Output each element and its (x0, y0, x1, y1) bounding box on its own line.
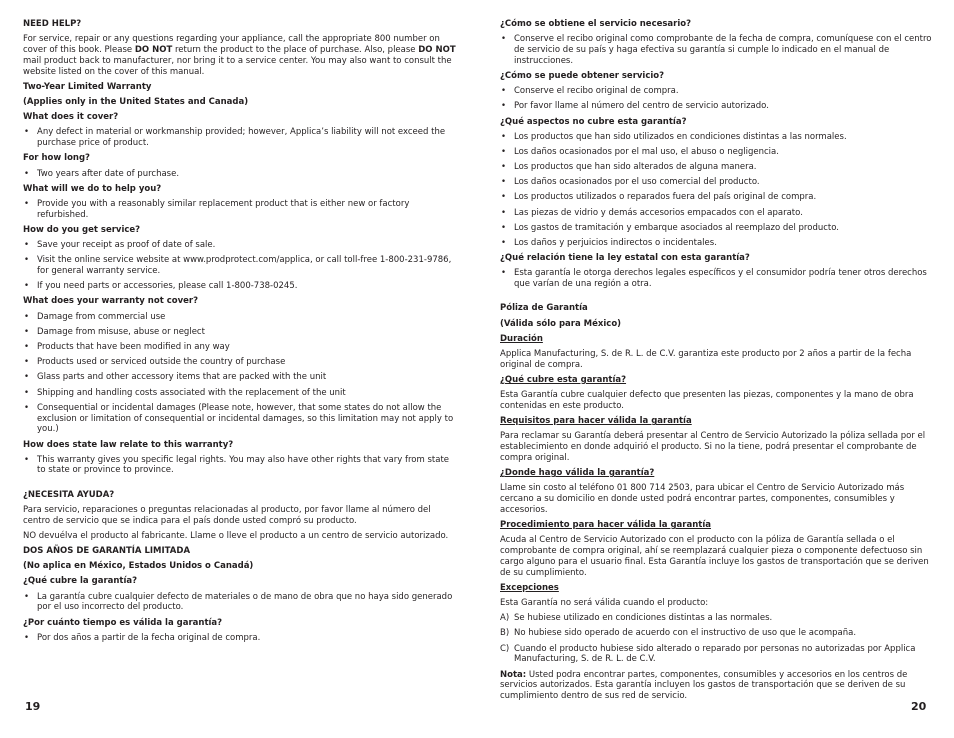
section-heading: Requisitos para hacer válida la garantía (500, 416, 692, 427)
item-letter: C) (500, 643, 510, 654)
page-number-left: 19 (25, 700, 41, 713)
section-heading: (Válida sólo para México) (500, 318, 622, 329)
bullet-item: • Products used or serviced outside the country of purchase (23, 357, 457, 368)
paragraph: Para reclamar su Garantía deberá presentar al Centro de Servicio Autorizado la póliza sellada por el establecimiento en donde adquirió el producto. Si no la tiene, podrá presentar el comprobante de compra original. (500, 431, 926, 463)
paragraph: Para servicio, reparaciones o preguntas relacionadas al producto, por favor llame al número del centro de servicio que se indica para el país donde usted compró su producto. (23, 504, 431, 526)
bullet-item: • Por favor llame al número del centro de servicio autorizado. (500, 101, 933, 112)
bullet-item: • La garantía cubre cualquier defecto de materiales o de mano de obra que no haya sido generado por el uso incorrecto del producto. (23, 592, 457, 614)
section-heading: ¿Qué relación tiene la ley estatal con esta garantía? (500, 253, 750, 264)
item-letter: B) (500, 628, 510, 639)
paragraph-text: Usted podra encontrar partes, componentes, consumibles y accesorios en los centros de servicios autorizados. Esta garantía incluyen los gastos de transportación que se deriven de su cumplimiento dentro de sus red de servicio. (500, 669, 908, 702)
bullet-item: • If you need parts or accessories, please call 1-800-738-0245. (23, 281, 457, 292)
bullet-item: • Visit the online service website at www.prodprotect.com/applica, or call toll-free 1-800-231-9786, for general warranty service. (23, 255, 457, 277)
bullet-item: • This warranty gives you specific legal rights. You may also have other rights that vary from state to state or province to province. (23, 455, 457, 477)
section-heading: ¿NECESITA AYUDA? (23, 489, 115, 500)
section-heading: NEED HELP? (23, 19, 82, 29)
section-heading: ¿Qué cubre esta garantía? (500, 374, 627, 385)
section-heading: What will we do to help you? (23, 183, 162, 194)
paragraph (23, 34, 457, 77)
bullet-item: • Conserve el recibo original como comprobante de la fecha de compra, comuníquese con el centro de servicio de su país y haga efectiva su garantía si cumple lo indicado en el manual de instrucciones. (500, 34, 933, 66)
section-heading: Excepciones (500, 582, 559, 593)
bullet-item: • Las piezas de vidrio y demás accesorios empacados con el aparato. (500, 208, 933, 219)
section-heading: ¿Cómo se puede obtener servicio? (500, 70, 665, 81)
bullet-item: • Any defect in material or workmanship provided; however, Applica’s liability will not exceed the purchase price of product. (23, 127, 457, 149)
section-heading: ¿Qué aspectos no cubre esta garantía? (500, 116, 687, 127)
section-heading: Procedimiento para hacer válida la garantía (500, 520, 711, 531)
lettered-item (500, 613, 933, 624)
bullet-item: • Products that have been modified in any way (23, 342, 457, 353)
lettered-item (500, 644, 933, 666)
paragraph-text: mail product back to manufacturer, nor bring it to a service center. You may also want to consult the website listed on the cover of this manual. (23, 55, 452, 77)
item-text: Se hubiese utilizado en condiciones distintas a las normales. (514, 613, 773, 624)
emphasis-text: DO NOT (418, 44, 456, 55)
bullet-item: • Consequential or incidental damages (Please note, however, that some states do not allow the exclusion or limitation of consequential or incidental damages, so this limitation may not apply to you.) (23, 403, 457, 435)
section-heading: How does state law relate to this warranty? (23, 439, 234, 450)
paragraph: NO devuélva el producto al fabricante. Llame o lleve el producto a un centro de servicio autorizado. (23, 530, 449, 541)
bullet-item: • Shipping and handling costs associated with the replacement of the unit (23, 388, 457, 399)
paragraph: Applica Manufacturing, S. de R. L. de C.V. garantiza este producto por 2 años a partir de la fecha original de compra. (500, 348, 912, 370)
bullet-item: • Los daños ocasionados por el uso comercial del producto. (500, 177, 933, 188)
lettered-item (500, 628, 933, 639)
section-heading: Two-Year Limited Warranty (23, 81, 152, 92)
section-heading: (Applies only in the United States and Canada) (23, 96, 249, 107)
paragraph (500, 670, 933, 702)
section-spacer (23, 476, 457, 485)
bullet-item: • Los productos que han sido utilizados en condiciones distintas a las normales. (500, 132, 933, 143)
section-heading: Póliza de Garantía (500, 303, 588, 314)
section-heading: ¿Cómo se obtiene el servicio necesario? (500, 19, 692, 29)
bullet-item: • Los productos utilizados o reparados fuera del país original de compra. (500, 192, 933, 203)
left-page-column (23, 19, 457, 644)
item-text: No hubiese sido operado de acuerdo con el instructivo de uso que le acompaña. (514, 628, 857, 639)
paragraph-text: For service, repair or any questions regarding your appliance, call the appropriate 800 number on cover of this book. Please (23, 34, 440, 55)
section-spacer (500, 290, 933, 299)
bullet-item: • Esta garantía le otorga derechos legales específicos y el consumidor podría tener otros derechos que varían de una región a otra. (500, 268, 933, 290)
bullet-item: • Los daños ocasionados por el mal uso, el abuso o negligencia. (500, 147, 933, 158)
bullet-item: • Los daños y perjuicios indirectos o incidentales. (500, 238, 933, 249)
bullet-item: • Provide you with a reasonably similar replacement product that is either new or factory refurbished. (23, 199, 457, 221)
section-heading: ¿Qué cubre la garantía? (23, 576, 138, 587)
bullet-item: • Por dos años a partir de la fecha original de compra. (23, 633, 457, 644)
bullet-item: • Damage from misuse, abuse or neglect (23, 327, 457, 338)
bullet-item: • Save your receipt as proof of date of sale. (23, 240, 457, 251)
section-heading: For how long? (23, 153, 90, 164)
section-heading: (No aplica en México, Estados Unidos o Canadá) (23, 561, 254, 572)
section-heading: ¿Donde hago válida la garantía? (500, 468, 655, 479)
bullet-item: • Damage from commercial use (23, 312, 457, 323)
page-number-right: 20 (911, 700, 927, 713)
section-heading: How do you get service? (23, 224, 141, 235)
bullet-item: • Glass parts and other accessory items that are packed with the unit (23, 372, 457, 383)
item-text: Cuando el producto hubiese sido alterado o reparado por personas no autorizadas por Applica Manufacturing, S. de R. L. de C.V. (514, 643, 916, 665)
section-heading: DOS AÑOS DE GARANTÍA LIMITADA (23, 546, 191, 557)
item-letter: A) (500, 613, 510, 624)
paragraph: Esta Garantía no será válida cuando el producto: (500, 598, 709, 608)
section-heading: Duración (500, 333, 543, 344)
bullet-item: • Two years after date of purchase. (23, 169, 457, 180)
paragraph-text: return the product to the place of purchase. Also, please (172, 44, 419, 55)
section-heading: What does it cover? (23, 112, 119, 123)
section-heading: What does your warranty not cover? (23, 296, 199, 307)
bullet-item: • Conserve el recibo original de compra. (500, 86, 933, 97)
bullet-item: • Los productos que han sido alterados de alguna manera. (500, 162, 933, 173)
emphasis-text: Nota: (500, 669, 527, 680)
bullet-item: • Los gastos de tramitación y embarque asociados al reemplazo del producto. (500, 223, 933, 234)
paragraph: Llame sin costo al teléfono 01 800 714 2503, para ubicar el Centro de Servicio Autorizado más cercano a su domicilio en donde usted podrá encontrar partes, componentes, consumibles y accesorios. (500, 483, 905, 515)
paragraph: Acuda al Centro de Servicio Autorizado con el producto con la póliza de Garantía sellada o el comprobante de compra original, ahí se reemplazará cualquier pieza o componente defectuoso sin cargo alguno para el usuario final. Esta Garantía incluye los gastos de transportación que se deriven de su cumplimiento. (500, 535, 929, 578)
right-page-column (500, 19, 933, 702)
paragraph: Esta Garantía cubre cualquier defecto que presenten las piezas, componentes y la mano de obra contenidas en este producto. (500, 390, 914, 411)
emphasis-text: DO NOT (134, 44, 173, 55)
section-heading: ¿Por cuánto tiempo es válida la garantía? (23, 617, 223, 628)
